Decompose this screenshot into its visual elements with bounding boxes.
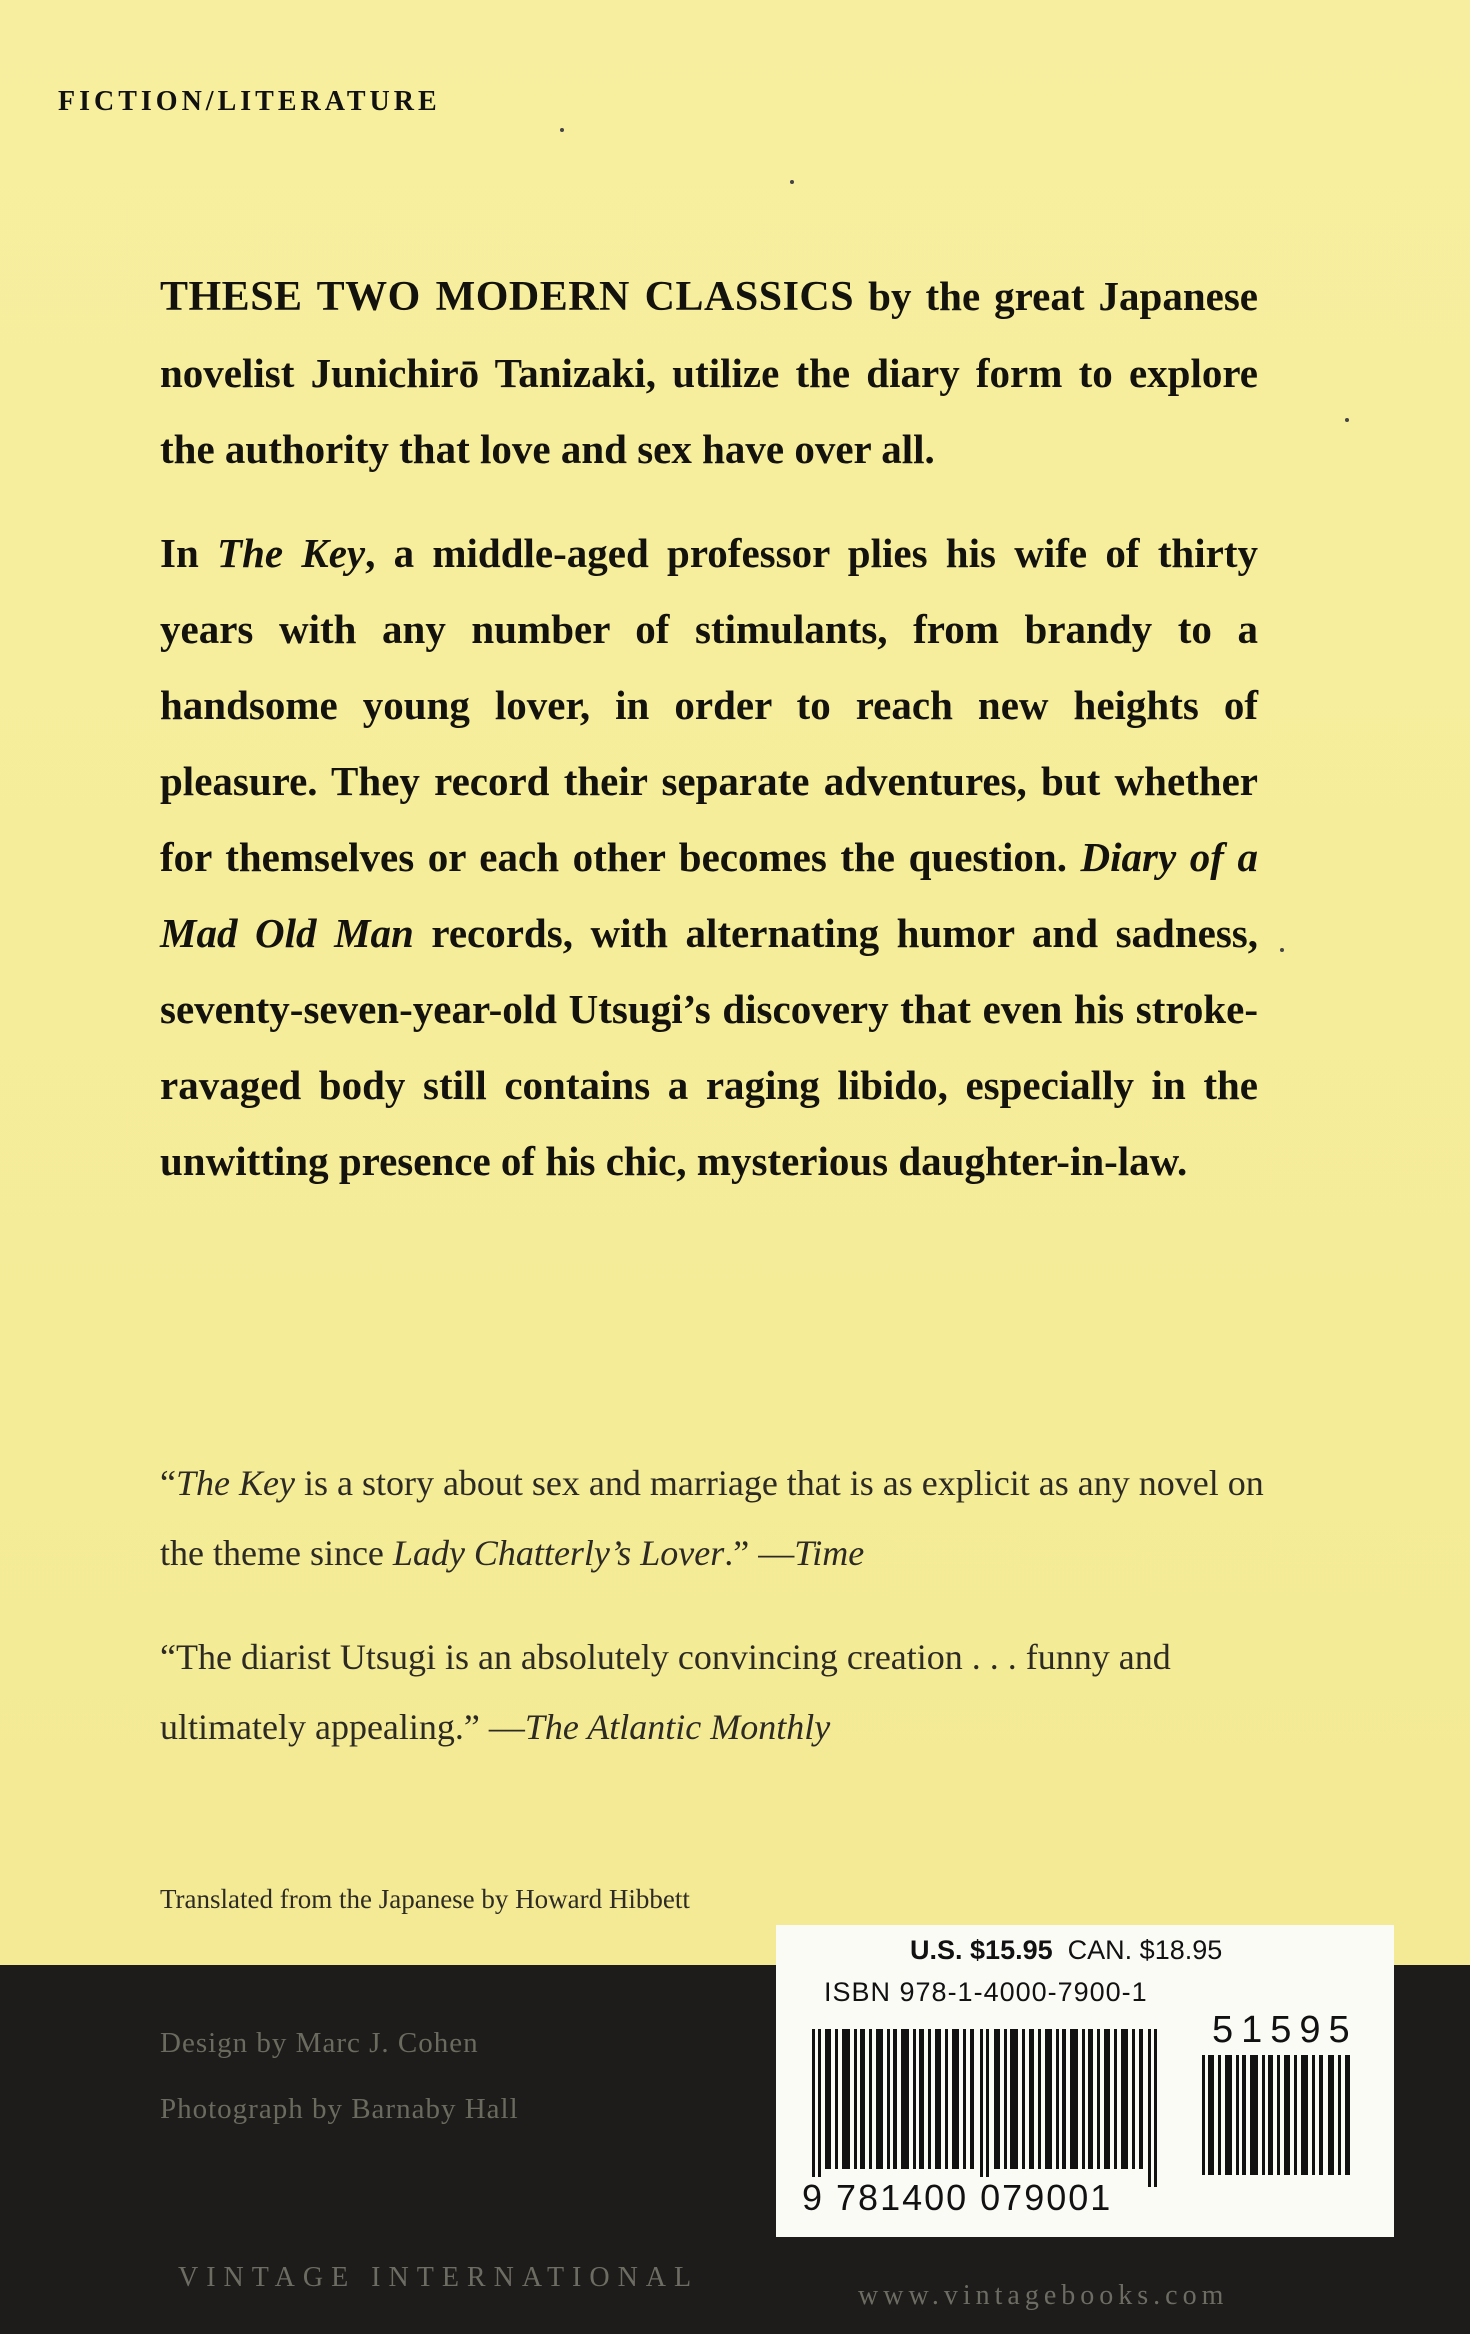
blurb xyxy=(160,258,1258,1227)
blurb-paragraph-2 xyxy=(160,515,1258,1199)
quote-title: The Key xyxy=(175,1463,295,1503)
blurb-p2-b: , a middle-aged professor plies his wife of thirty years with any number of stimulants, from brandy to a handsome young lover, in order to reach new heights of pleasure. They record their separate adventures, but whether for themselves or each other becomes the question. xyxy=(160,530,1258,880)
website-url: www.vintagebooks.com xyxy=(858,2280,1229,2311)
quote-source: Time xyxy=(794,1533,865,1573)
barcode-panel xyxy=(776,1925,1394,2237)
photo-credit: Photograph by Barnaby Hall xyxy=(160,2093,519,2125)
print-speck xyxy=(1280,948,1284,952)
isbn-barcode xyxy=(812,2029,1192,2194)
quote-time xyxy=(160,1448,1270,1588)
design-credits xyxy=(160,2010,519,2142)
blurb-p1-text: by the great Japanese novelist Junichirō Tanizaki, utilize the diary form to explore the authority that love and sex have over all. xyxy=(160,273,1258,472)
price-code: 51595 xyxy=(1212,2009,1358,2051)
imprint-name: VINTAGE INTERNATIONAL xyxy=(178,2262,700,2293)
quote-open-mark: “ xyxy=(160,1463,176,1503)
quote-close: .” — xyxy=(724,1533,795,1573)
price-barcode xyxy=(1202,2055,1362,2200)
blurb-p2-c: records, with alternating humor and sadness, seventy-seven-year-old Utsugi’s discovery that even his stroke-ravaged body still contains a raging libido, especially in the unwitting presence of his chic, mysterious daughter-in-law. xyxy=(160,910,1258,1184)
blurb-lead: THESE TWO MODERN CLASSICS xyxy=(160,274,855,320)
price-line: U.S. $15.95 CAN. $18.95 xyxy=(910,1935,1223,1965)
category-label: FICTION/LITERATURE xyxy=(58,86,441,117)
quote-text: is a story about sex and marriage that is as explicit as any novel on the theme since xyxy=(160,1463,1264,1573)
print-speck xyxy=(1345,418,1349,422)
isbn-number: ISBN 978-1-4000-7900-1 xyxy=(824,1977,1148,2007)
blurb-paragraph-1 xyxy=(160,258,1258,487)
print-speck xyxy=(790,180,794,184)
quote-atlantic xyxy=(160,1622,1270,1762)
blurb-p2-a: In xyxy=(160,530,218,576)
quote-title-2: Lady Chatterly’s Lover xyxy=(392,1533,725,1573)
quote-text: “The diarist Utsugi is an absolutely convincing creation . . . funny and ultimately appealing.” — xyxy=(160,1637,1171,1747)
design-credit: Design by Marc J. Cohen xyxy=(160,2027,479,2059)
print-speck xyxy=(560,128,564,132)
translator-credit: Translated from the Japanese by Howard Hibbett xyxy=(160,1884,690,1914)
title-diary-mad-old-man: Diary of a Mad Old Man xyxy=(160,834,1258,956)
title-the-key: The Key xyxy=(217,530,366,576)
quote-source: The Atlantic Monthly xyxy=(524,1707,831,1747)
review-quotes xyxy=(160,1448,1270,1796)
barcode-digits: 9 781400 079001 xyxy=(802,2177,1113,2218)
